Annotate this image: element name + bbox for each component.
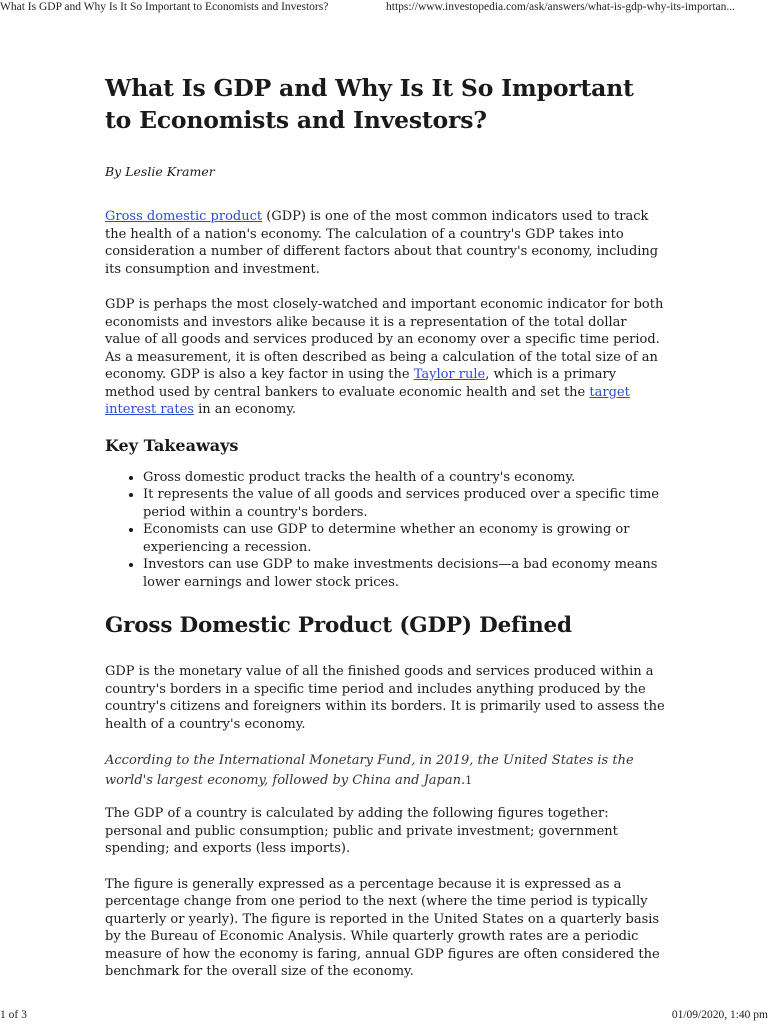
print-header-title: What Is GDP and Why Is It So Important to Economists and Investors? (0, 1, 329, 13)
gdp-definition-paragraph: GDP is the monetary value of all the finished goods and services produced within a country's borders in a specific time period and includes anything produced by the country's citizens and foreigners within its borders. It is primarily used to assess the health of a country's economy. (105, 664, 665, 732)
key-takeaways-heading: Key Takeaways (105, 435, 239, 455)
gross-domestic-product-link[interactable]: Gross domestic product (105, 209, 263, 224)
takeaway-item: • Gross domestic product tracks the health of a country's economy. (143, 469, 665, 487)
footnote-marker[interactable]: 1 (465, 774, 473, 787)
page-number: 1 of 3 (0, 1009, 27, 1021)
gdp-importance-text-1: GDP is perhaps the most closely-watched and important economic indicator for both economists and investors alike because it is a representation of the total dollar value of all goods and services produced by an economy over a specific time period. As a measurement, it is often described as being a calculation of the total size of an economy. GDP is also a key factor in using the (105, 297, 664, 382)
imf-quote-text: According to the International Monetary Fund, in 2019, the United States is the world's largest economy, followed by China and Japan. (105, 753, 634, 788)
print-header-url: https://www.investopedia.com/ask/answers/what-is-gdp-why-its-importan... (386, 1, 735, 13)
intro-paragraph (105, 208, 665, 278)
gdp-importance-paragraph (105, 296, 665, 419)
takeaway-item: • Economists can use GDP to determine whether an economy is growing or experiencing a recession. (143, 521, 665, 556)
takeaway-item: • It represents the value of all goods and services produced over a specific time period within a country's borders. (143, 486, 665, 521)
gdp-calculation-paragraph: The GDP of a country is calculated by adding the following figures together: personal and public consumption; public and private investment; government spending; and exports (less imports). (105, 806, 618, 856)
takeaway-item: • Investors can use GDP to make investments decisions—a bad economy means lower earnings and lower stock prices. (143, 556, 665, 591)
print-footer (0, 1006, 768, 1024)
print-header (0, 0, 768, 18)
taylor-rule-link[interactable]: Taylor rule (413, 367, 486, 382)
print-datetime: 01/09/2020, 1:40 pm (671, 1009, 768, 1021)
intro-text: (GDP) is one of the most common indicators used to track the health of a nation's economy. The calculation of a country's GDP takes into consideration a number of different factors about that country's economy, including its consumption and investment. (105, 209, 659, 277)
gdp-percentage-paragraph: The figure is generally expressed as a percentage because it is expressed as a percentage change from one period to the next (where the time period is typically quarterly or yearly). The figure is reported in the United States on a quarterly basis by the Bureau of Economic Analysis. While quarterly growth rates are a periodic measure of how the economy is faring, annual GDP figures are often considered the benchmark for the overall size of the economy. (105, 876, 660, 979)
key-takeaways-list (105, 469, 665, 592)
gdp-importance-text-2: , which is a primary method used by central bankers to evaluate economic health and set the (105, 367, 617, 400)
article-title: What Is GDP and Why Is It So Important to Economists and Investors? (105, 74, 634, 134)
target-interest-rates-link[interactable]: target interest rates (105, 384, 630, 417)
imf-quote (105, 751, 665, 791)
gdp-defined-heading: Gross Domestic Product (GDP) Defined (105, 613, 572, 638)
byline: By Leslie Kramer (105, 164, 215, 179)
gdp-importance-text-3: in an economy. (193, 402, 297, 417)
article (105, 72, 665, 999)
